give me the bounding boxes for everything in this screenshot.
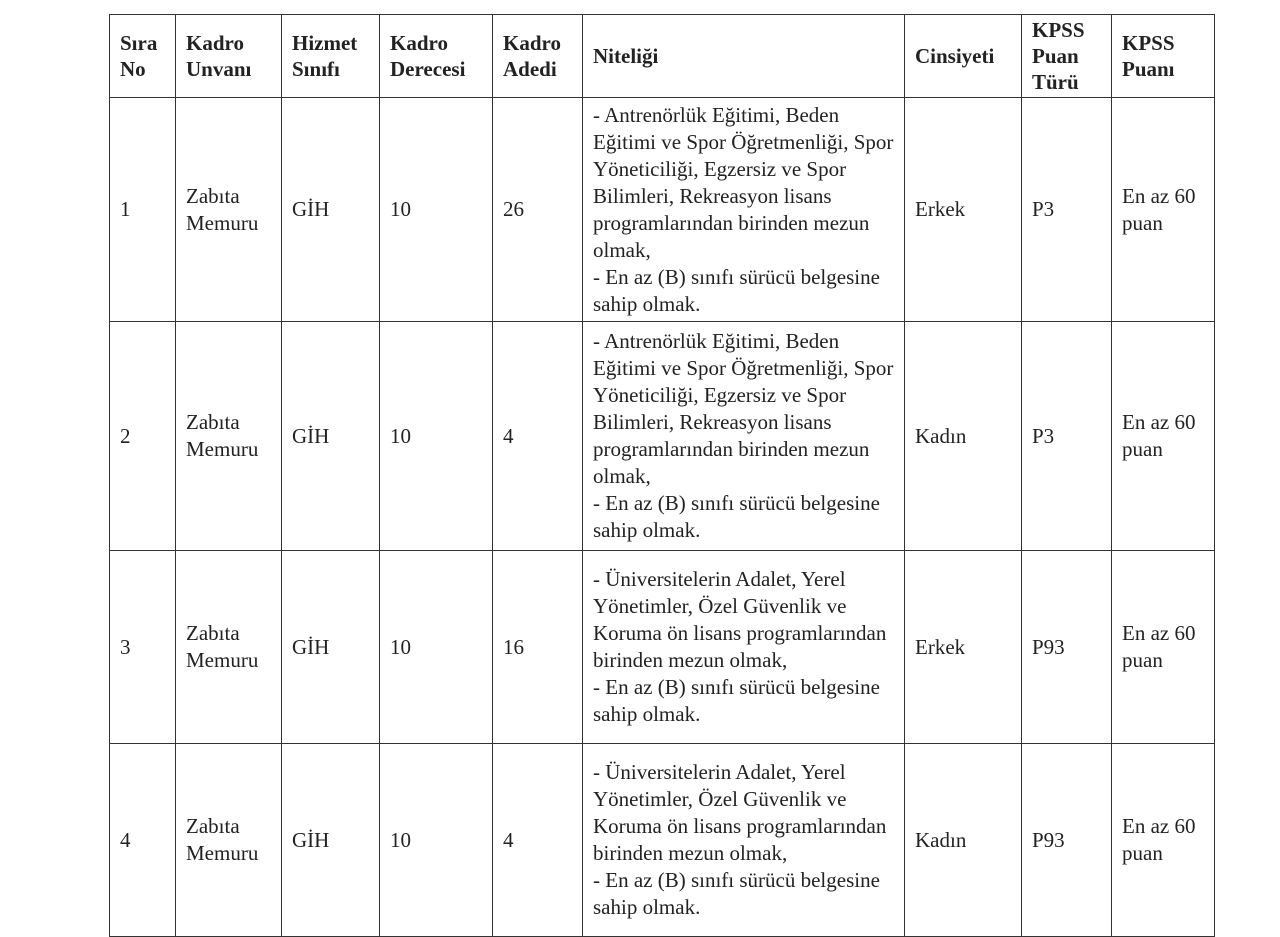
cell-sira-no: 4 (110, 744, 176, 937)
cell-kadro-adedi: 26 (493, 98, 583, 322)
cell-kadro-derecesi: 10 (380, 551, 493, 744)
header-kpss-puan-turu: KPSS Puan Türü (1022, 15, 1112, 98)
cell-hizmet-sinifi: GİH (282, 551, 380, 744)
cell-cinsiyeti: Erkek (905, 551, 1022, 744)
header-sira-no: Sıra No (110, 15, 176, 98)
header-kadro-unvani: Kadro Unvanı (176, 15, 282, 98)
cell-kadro-derecesi: 10 (380, 744, 493, 937)
cell-kpss-puan-turu: P3 (1022, 322, 1112, 551)
cell-kpss-puani: En az 60 puan (1112, 551, 1215, 744)
kadro-table (109, 14, 1215, 937)
cell-kadro-unvani: Zabıta Memuru (176, 551, 282, 744)
cell-kpss-puani: En az 60 puan (1112, 98, 1215, 322)
table-row (110, 322, 1215, 551)
cell-kadro-adedi: 4 (493, 744, 583, 937)
header-niteligi: Niteliği (583, 15, 905, 98)
cell-kadro-derecesi: 10 (380, 322, 493, 551)
cell-kadro-adedi: 4 (493, 322, 583, 551)
cell-cinsiyeti: Kadın (905, 322, 1022, 551)
cell-sira-no: 3 (110, 551, 176, 744)
table-row (110, 744, 1215, 937)
table-row (110, 551, 1215, 744)
table-row (110, 98, 1215, 322)
cell-kadro-unvani: Zabıta Memuru (176, 98, 282, 322)
cell-kadro-unvani: Zabıta Memuru (176, 744, 282, 937)
cell-hizmet-sinifi: GİH (282, 744, 380, 937)
cell-cinsiyeti: Erkek (905, 98, 1022, 322)
cell-niteligi: - Üniversitelerin Adalet, Yerel Yönetimler, Özel Güvenlik ve Koruma ön lisans programlarından birinden mezun olmak, - En az (B) sınıfı sürücü belgesine sahip olmak. (583, 551, 905, 744)
cell-hizmet-sinifi: GİH (282, 98, 380, 322)
header-hizmet-sinifi: Hizmet Sınıfı (282, 15, 380, 98)
cell-sira-no: 2 (110, 322, 176, 551)
cell-kadro-unvani: Zabıta Memuru (176, 322, 282, 551)
header-kpss-puani: KPSS Puanı (1112, 15, 1215, 98)
cell-kadro-adedi: 16 (493, 551, 583, 744)
cell-niteligi: - Üniversitelerin Adalet, Yerel Yönetimler, Özel Güvenlik ve Koruma ön lisans programlarından birinden mezun olmak, - En az (B) sınıfı sürücü belgesine sahip olmak. (583, 744, 905, 937)
cell-kpss-puan-turu: P93 (1022, 551, 1112, 744)
cell-sira-no: 1 (110, 98, 176, 322)
header-cinsiyeti: Cinsiyeti (905, 15, 1022, 98)
header-kadro-derecesi: Kadro Derecesi (380, 15, 493, 98)
cell-kpss-puani: En az 60 puan (1112, 322, 1215, 551)
cell-cinsiyeti: Kadın (905, 744, 1022, 937)
cell-hizmet-sinifi: GİH (282, 322, 380, 551)
header-row (110, 15, 1215, 98)
cell-kpss-puan-turu: P93 (1022, 744, 1112, 937)
cell-kpss-puani: En az 60 puan (1112, 744, 1215, 937)
cell-kpss-puan-turu: P3 (1022, 98, 1112, 322)
cell-kadro-derecesi: 10 (380, 98, 493, 322)
header-kadro-adedi: Kadro Adedi (493, 15, 583, 98)
cell-niteligi: - Antrenörlük Eğitimi, Beden Eğitimi ve Spor Öğretmenliği, Spor Yöneticiliği, Egzersiz ve Spor Bilimleri, Rekreasyon lisans programlarından birinden mezun olmak, - En az (B) sınıfı sürücü belgesine sahip olmak. (583, 322, 905, 551)
cell-niteligi: - Antrenörlük Eğitimi, Beden Eğitimi ve Spor Öğretmenliği, Spor Yöneticiliği, Egzersiz ve Spor Bilimleri, Rekreasyon lisans programlarından birinden mezun olmak, - En az (B) sınıfı sürücü belgesine sahip olmak. (583, 98, 905, 322)
